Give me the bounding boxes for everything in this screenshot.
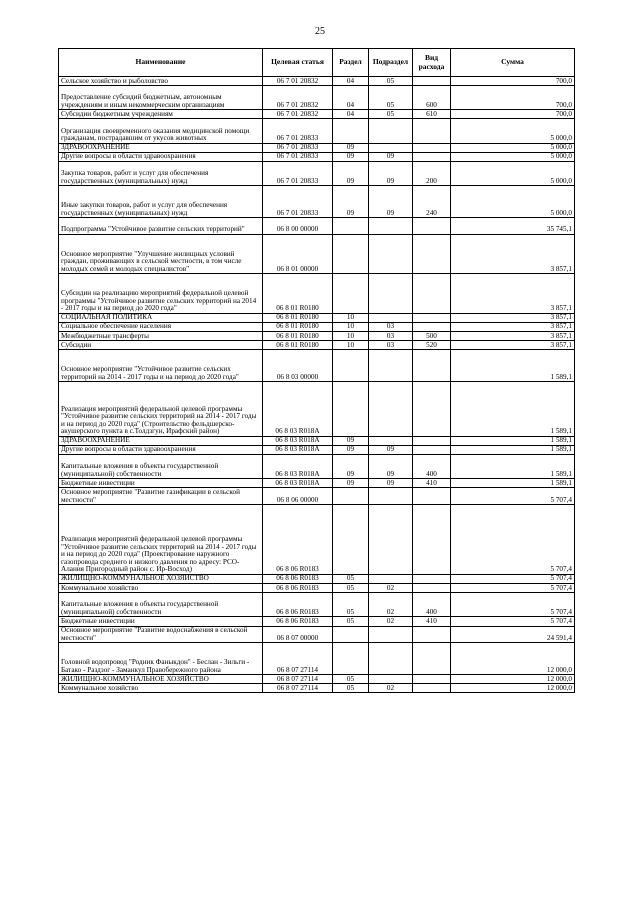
- row-subsection: [369, 643, 413, 675]
- row-subsection: [369, 436, 413, 445]
- row-subsection: [369, 505, 413, 575]
- row-expense-type: [413, 643, 451, 675]
- row-subsection: 09: [369, 161, 413, 185]
- row-section: 09: [333, 445, 369, 454]
- table-row: [59, 684, 575, 693]
- row-target-code: 06 8 03 R018A: [263, 479, 333, 488]
- row-target-code: 06 8 01 00000: [263, 234, 333, 274]
- row-section: [333, 643, 369, 675]
- row-expense-type: 400: [413, 593, 451, 617]
- row-target-code: 06 8 06 R0183: [263, 584, 333, 593]
- table-row: [59, 186, 575, 218]
- row-section: 09: [333, 152, 369, 161]
- table-header-row: [59, 49, 575, 77]
- row-subsection: [369, 488, 413, 505]
- row-target-code: 06 7 01 20832: [263, 86, 333, 110]
- row-expense-type: 200: [413, 161, 451, 185]
- table-row: [59, 505, 575, 575]
- table-row: [59, 110, 575, 119]
- row-sum: 5 707,4: [451, 617, 575, 626]
- row-section: 05: [333, 675, 369, 684]
- row-sum: 5 707,4: [451, 505, 575, 575]
- row-subsection: [369, 626, 413, 643]
- row-name: Предоставление субсидий бюджетным, автономным учреждениям и иным некоммерческим организациям: [59, 86, 263, 110]
- row-sum: 5 000,0: [451, 161, 575, 185]
- row-name: Закупка товаров, работ и услуг для обеспечения государственных (муниципальных) нужд: [59, 161, 263, 185]
- row-name: ЖИЛИЩНО-КОММУНАЛЬНОЕ ХОЗЯЙСТВО: [59, 675, 263, 684]
- row-subsection: 09: [369, 152, 413, 161]
- table-row: [59, 479, 575, 488]
- row-expense-type: [413, 313, 451, 322]
- table-row: [59, 152, 575, 161]
- row-section: 05: [333, 593, 369, 617]
- row-name: Другие вопросы в области здравоохранения: [59, 152, 263, 161]
- row-subsection: 03: [369, 322, 413, 331]
- row-expense-type: [413, 382, 451, 437]
- row-section: [333, 218, 369, 235]
- table-row: [59, 274, 575, 314]
- table-row: [59, 488, 575, 505]
- row-section: 09: [333, 479, 369, 488]
- row-sum: 3 857,1: [451, 313, 575, 322]
- row-target-code: 06 8 06 R0183: [263, 617, 333, 626]
- row-section: 09: [333, 454, 369, 478]
- row-subsection: 02: [369, 684, 413, 693]
- row-expense-type: 610: [413, 110, 451, 119]
- page-number: 25: [315, 26, 325, 37]
- row-section: 09: [333, 143, 369, 152]
- row-name: Капитальные вложения в объекты государственной (муниципальной) собственности: [59, 593, 263, 617]
- table-row: [59, 313, 575, 322]
- row-target-code: 06 8 00 00000: [263, 218, 333, 235]
- row-target-code: 06 8 01 R0180: [263, 274, 333, 314]
- row-expense-type: [413, 119, 451, 143]
- row-name: Организация своевременного оказания медицинской помощи гражданам, пострадавшим от укусов животных: [59, 119, 263, 143]
- row-name: Реализация мероприятий федеральной целевой программы "Устойчивое развитие сельских территорий на 2014 - 2017 годы и на период до 2020 года" (Проектирование наружного газопровода среднего и низкого давления по адресу: РСО-Алания Пригородный район с. Ир-Восход): [59, 505, 263, 575]
- row-sum: 700,0: [451, 110, 575, 119]
- row-name: Основное мероприятие "Развитие газификации в сельской местности": [59, 488, 263, 505]
- row-section: 05: [333, 617, 369, 626]
- row-section: 09: [333, 161, 369, 185]
- row-target-code: 06 8 06 R0183: [263, 505, 333, 575]
- row-section: 05: [333, 574, 369, 583]
- row-section: 04: [333, 77, 369, 86]
- table-row: [59, 675, 575, 684]
- row-subsection: 09: [369, 454, 413, 478]
- table-row: [59, 350, 575, 382]
- row-expense-type: [413, 505, 451, 575]
- row-section: 05: [333, 584, 369, 593]
- row-sum: 12 000,0: [451, 675, 575, 684]
- table-row: [59, 86, 575, 110]
- header-code: Целевая статья: [263, 49, 333, 77]
- row-target-code: 06 8 06 00000: [263, 488, 333, 505]
- row-expense-type: 410: [413, 617, 451, 626]
- row-expense-type: [413, 143, 451, 152]
- table-row: [59, 382, 575, 437]
- row-name: Коммунальное хозяйство: [59, 584, 263, 593]
- row-name: ЗДРАВООХРАНЕНИЕ: [59, 436, 263, 445]
- table-row: [59, 234, 575, 274]
- table-row: [59, 143, 575, 152]
- row-name: Головной водопровод "Родник Фаныкдон" - Беслан - Зильги - Батако - Раздзог - Заманкул Правобережного района: [59, 643, 263, 675]
- row-subsection: 03: [369, 341, 413, 350]
- row-expense-type: [413, 152, 451, 161]
- row-subsection: 02: [369, 593, 413, 617]
- row-target-code: 06 8 07 27114: [263, 643, 333, 675]
- row-subsection: 09: [369, 445, 413, 454]
- row-subsection: [369, 675, 413, 684]
- table-body: [59, 77, 575, 693]
- row-name: Межбюджетные трансферты: [59, 332, 263, 341]
- row-sum: 1 589,1: [451, 436, 575, 445]
- row-name: Бюджетные инвестиции: [59, 479, 263, 488]
- row-subsection: [369, 143, 413, 152]
- row-subsection: [369, 119, 413, 143]
- row-name: Подпрограмма "Устойчивое развитие сельских территорий": [59, 218, 263, 235]
- row-target-code: 06 7 01 20832: [263, 110, 333, 119]
- row-subsection: [369, 313, 413, 322]
- row-sum: 3 857,1: [451, 341, 575, 350]
- row-name: Основное мероприятие "Развитие водоснабжения в сельской местности": [59, 626, 263, 643]
- row-name: Реализация мероприятий федеральной целевой программы "Устойчивое развитие сельских территорий на 2014 - 2017 годы и на период до 2020 года" (Строительство фельдшерско-акушерского пункта в с.Толдзгун, Ирафский район): [59, 382, 263, 437]
- row-subsection: 02: [369, 617, 413, 626]
- row-section: [333, 382, 369, 437]
- header-expense-type: Вид расхода: [413, 49, 451, 77]
- row-name: СОЦИАЛЬНАЯ ПОЛИТИКА: [59, 313, 263, 322]
- row-expense-type: [413, 274, 451, 314]
- row-section: [333, 505, 369, 575]
- row-subsection: [369, 218, 413, 235]
- row-name: Основное мероприятие "Устойчивое развитие сельских территорий на 2014 - 2017 годы и на период до 2020 года": [59, 350, 263, 382]
- row-target-code: 06 8 07 27114: [263, 675, 333, 684]
- row-name: Основное мероприятие "Улучшение жилищных условий граждан, проживающих в сельской местности, в том числе молодых семей и молодых специалистов": [59, 234, 263, 274]
- row-target-code: 06 8 03 R018A: [263, 454, 333, 478]
- row-target-code: 06 8 01 R0180: [263, 313, 333, 322]
- row-subsection: 09: [369, 186, 413, 218]
- row-expense-type: [413, 574, 451, 583]
- table-row: [59, 218, 575, 235]
- row-name: ЖИЛИЩНО-КОММУНАЛЬНОЕ ХОЗЯЙСТВО: [59, 574, 263, 583]
- table-row: [59, 332, 575, 341]
- row-target-code: 06 8 03 00000: [263, 350, 333, 382]
- row-subsection: 05: [369, 86, 413, 110]
- row-section: 10: [333, 313, 369, 322]
- row-name: Иные закупки товаров, работ и услуг для обеспечения государственных (муниципальных) нужд: [59, 186, 263, 218]
- row-sum: 1 589,1: [451, 454, 575, 478]
- row-subsection: [369, 350, 413, 382]
- table-row: [59, 77, 575, 86]
- row-name: Капитальные вложения в объекты государственной (муниципальной) собственности: [59, 454, 263, 478]
- row-expense-type: [413, 350, 451, 382]
- row-section: 04: [333, 86, 369, 110]
- row-target-code: 06 8 07 00000: [263, 626, 333, 643]
- row-section: 09: [333, 436, 369, 445]
- table-row: [59, 445, 575, 454]
- row-sum: 5 707,4: [451, 574, 575, 583]
- row-target-code: 06 7 01 20833: [263, 186, 333, 218]
- row-sum: 24 591,4: [451, 626, 575, 643]
- row-expense-type: 600: [413, 86, 451, 110]
- row-name: Субсидии: [59, 341, 263, 350]
- row-subsection: 05: [369, 77, 413, 86]
- row-subsection: 02: [369, 584, 413, 593]
- row-sum: 1 589,1: [451, 350, 575, 382]
- row-expense-type: [413, 488, 451, 505]
- row-sum: 1 589,1: [451, 382, 575, 437]
- row-sum: 3 857,1: [451, 322, 575, 331]
- row-target-code: 06 8 01 R0180: [263, 332, 333, 341]
- table-row: [59, 161, 575, 185]
- row-subsection: 03: [369, 332, 413, 341]
- row-expense-type: [413, 218, 451, 235]
- row-target-code: 06 8 01 R0180: [263, 341, 333, 350]
- header-section: Раздел: [333, 49, 369, 77]
- row-target-code: 06 8 03 R018A: [263, 436, 333, 445]
- row-section: [333, 234, 369, 274]
- row-name: ЗДРАВООХРАНЕНИЕ: [59, 143, 263, 152]
- row-expense-type: [413, 584, 451, 593]
- row-target-code: 06 8 07 27114: [263, 684, 333, 693]
- row-target-code: 06 8 06 R0183: [263, 574, 333, 583]
- row-name: Субсидии на реализацию мероприятий федеральной целевой программы "Устойчивое развитие сельских территорий на 2014 - 2017 годы и на период до 2020 года": [59, 274, 263, 314]
- row-expense-type: 500: [413, 332, 451, 341]
- table-row: [59, 593, 575, 617]
- table-row: [59, 584, 575, 593]
- row-name: Бюджетные инвестиции: [59, 617, 263, 626]
- row-sum: 12 000,0: [451, 684, 575, 693]
- row-sum: 1 589,1: [451, 445, 575, 454]
- header-sum: Сумма: [451, 49, 575, 77]
- row-expense-type: 410: [413, 479, 451, 488]
- row-section: 09: [333, 186, 369, 218]
- row-subsection: [369, 234, 413, 274]
- row-sum: 3 857,1: [451, 274, 575, 314]
- row-section: 05: [333, 684, 369, 693]
- row-expense-type: [413, 684, 451, 693]
- row-section: [333, 119, 369, 143]
- row-sum: 12 000,0: [451, 643, 575, 675]
- row-sum: 5 000,0: [451, 119, 575, 143]
- row-sum: 700,0: [451, 86, 575, 110]
- row-subsection: 05: [369, 110, 413, 119]
- row-expense-type: [413, 675, 451, 684]
- row-expense-type: 400: [413, 454, 451, 478]
- row-target-code: 06 8 03 R018A: [263, 382, 333, 437]
- row-section: [333, 274, 369, 314]
- row-target-code: 06 8 03 R018A: [263, 445, 333, 454]
- row-sum: 5 000,0: [451, 152, 575, 161]
- table-row: [59, 341, 575, 350]
- row-expense-type: 520: [413, 341, 451, 350]
- row-subsection: [369, 574, 413, 583]
- row-sum: 5 707,4: [451, 593, 575, 617]
- row-subsection: [369, 274, 413, 314]
- table-row: [59, 322, 575, 331]
- row-target-code: 06 8 06 R0183: [263, 593, 333, 617]
- row-section: 04: [333, 110, 369, 119]
- row-sum: 5 707,4: [451, 488, 575, 505]
- row-section: 10: [333, 332, 369, 341]
- row-expense-type: [413, 77, 451, 86]
- table-row: [59, 626, 575, 643]
- row-target-code: 06 7 01 20832: [263, 77, 333, 86]
- row-target-code: 06 7 01 20833: [263, 161, 333, 185]
- header-subsection: Подраздел: [369, 49, 413, 77]
- row-sum: 5 707,4: [451, 584, 575, 593]
- row-name: Социальное обеспечение населения: [59, 322, 263, 331]
- row-target-code: 06 7 01 20833: [263, 119, 333, 143]
- row-expense-type: [413, 436, 451, 445]
- row-sum: 3 857,1: [451, 234, 575, 274]
- row-name: Субсидии бюджетным учреждениям: [59, 110, 263, 119]
- row-sum: 700,0: [451, 77, 575, 86]
- table-row: [59, 454, 575, 478]
- row-section: 10: [333, 322, 369, 331]
- table-row: [59, 617, 575, 626]
- row-expense-type: 240: [413, 186, 451, 218]
- table-row: [59, 436, 575, 445]
- table-row: [59, 119, 575, 143]
- row-expense-type: [413, 626, 451, 643]
- row-section: [333, 626, 369, 643]
- row-sum: 1 589,1: [451, 479, 575, 488]
- row-expense-type: [413, 234, 451, 274]
- row-expense-type: [413, 322, 451, 331]
- header-name: Наименование: [59, 49, 263, 77]
- row-sum: 3 857,1: [451, 332, 575, 341]
- row-target-code: 06 8 01 R0180: [263, 322, 333, 331]
- table-row: [59, 574, 575, 583]
- row-sum: 5 000,0: [451, 186, 575, 218]
- row-target-code: 06 7 01 20833: [263, 152, 333, 161]
- row-expense-type: [413, 445, 451, 454]
- row-sum: 35 745,1: [451, 218, 575, 235]
- row-section: 10: [333, 341, 369, 350]
- row-sum: 5 000,0: [451, 143, 575, 152]
- row-name: Сельское хозяйство и рыболовство: [59, 77, 263, 86]
- row-section: [333, 350, 369, 382]
- row-subsection: [369, 382, 413, 437]
- row-subsection: 09: [369, 479, 413, 488]
- row-name: Коммунальное хозяйство: [59, 684, 263, 693]
- table-row: [59, 643, 575, 675]
- budget-table: [58, 48, 575, 693]
- row-target-code: 06 7 01 20833: [263, 143, 333, 152]
- row-name: Другие вопросы в области здравоохранения: [59, 445, 263, 454]
- row-section: [333, 488, 369, 505]
